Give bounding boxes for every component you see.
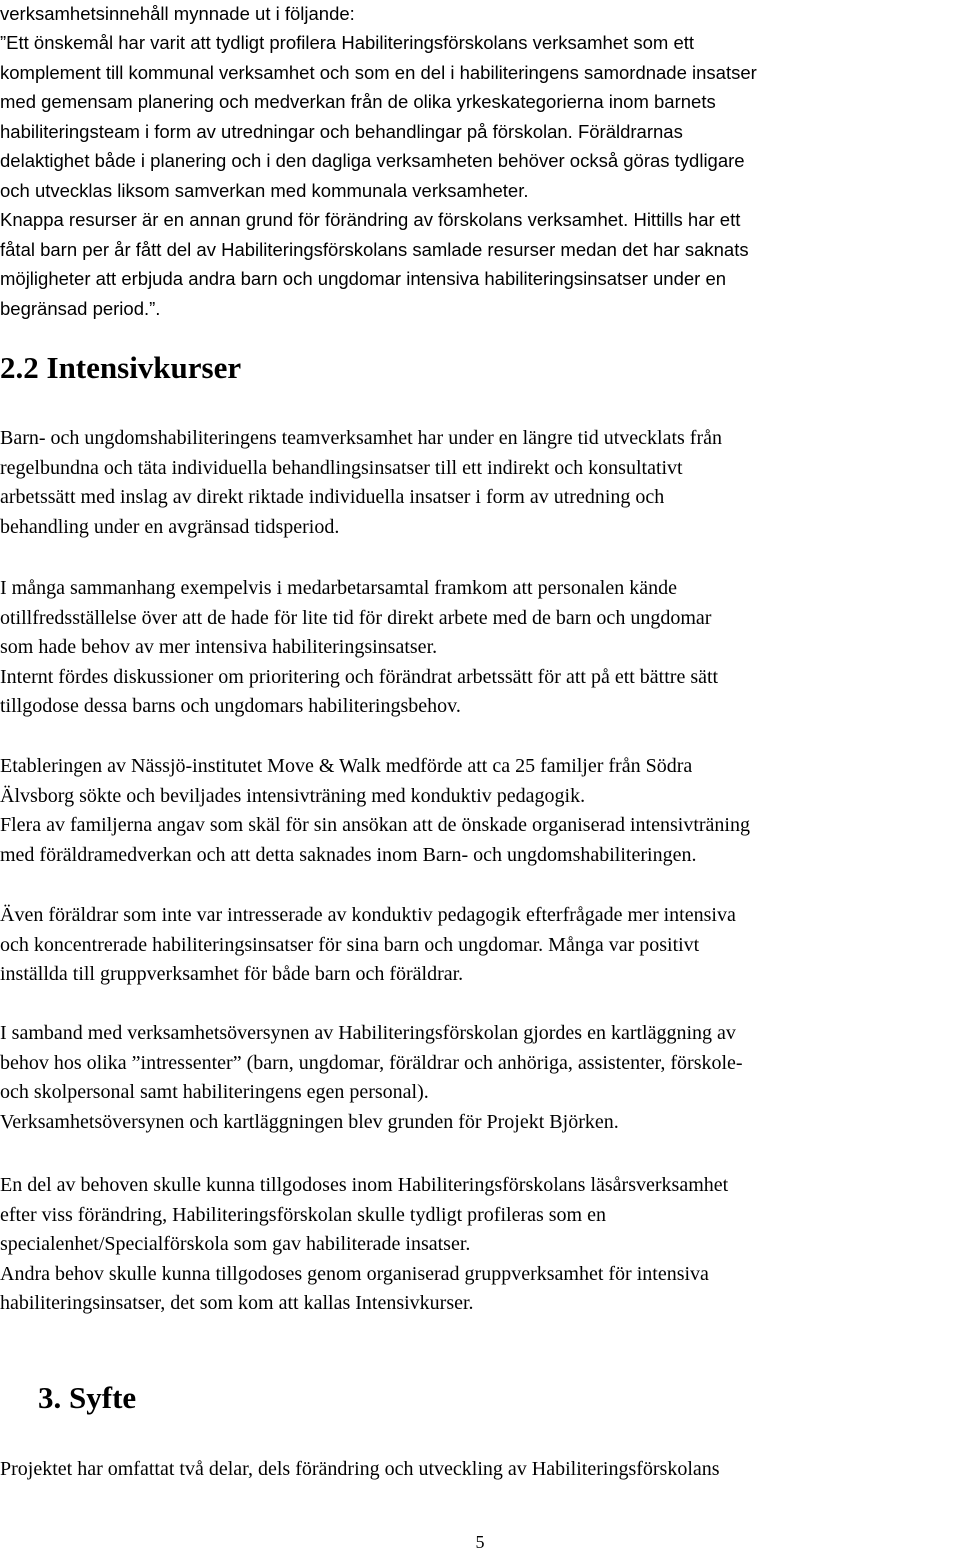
intro-line: verksamhetsinnehåll mynnade ut i följande:	[0, 3, 355, 24]
section-heading-3: 3. Syfte	[38, 1380, 137, 1415]
quote-paragraph-2: Knappa resurser är en annan grund för förändring av förskolans verksamhet. Hittills har ett fåtal barn per år fått del av Habiliteringsförskolans samlade resurser medan det har saknats möjligheter att erbjuda andra barn och ungdomar intensiva habiliteringsinsatser under en begränsad period.”.	[0, 209, 749, 319]
paragraph-move-and-walk: Etableringen av Nässjö-institutet Move & Walk medförde att ca 25 familjer från Södra Älvsborg sökte och beviljades intensivträning med konduktiv pedagogik. Flera av familjerna angav som skäl för sin ansökan att de önskade organiserad intensivträning med föräldramedverkan och att detta saknades inom Barn- och ungdomshabiliteringen.	[0, 755, 750, 866]
quote-paragraph-1: ”Ett önskemål har varit att tydligt profilera Habiliteringsförskolans verksamhet som ett komplement till kommunal verksamhet och som en del i habiliteringens samordnade insatser med gemensam planering och medverkan från de olika yrkeskategorierna inom barnets habiliteringsteam i form av utredningar och behandlingar på förskolan. Föräldrarnas delaktighet både i planering och i den dagliga verksamheten behöver också göras tydligare och utvecklas liksom samverkan med kommunala verksamheter.	[0, 32, 757, 201]
paragraph-survey: I samband med verksamhetsöversynen av Habiliteringsförskolan gjordes en kartläggning av behov hos olika ”intressenter” (barn, ungdomar, föräldrar och anhöriga, assistenter, förskole- och skolpersonal samt habiliteringens egen personal). Verksamhetsöversynen och kartläggningen blev grunden för Projekt Björken.	[0, 1022, 743, 1133]
paragraph-needs: En del av behoven skulle kunna tillgodoses inom Habiliteringsförskolans läsårsverksamhet efter viss förändring, Habiliteringsförskolan skulle tydligt profileras som en specialenhet/Specialförskola som gav habiliterade insatser. Andra behov skulle kunna tillgodoses genom organiserad gruppverksamhet för intensiva habiliteringsinsatser, det som kom att kallas Intensivkurser.	[0, 1174, 729, 1315]
paragraph-project-scope: Projektet har omfattat två delar, dels förändring och utveckling av Habiliteringsförskolans	[0, 1458, 720, 1480]
paragraph-staff-dissatisfaction: I många sammanhang exempelvis i medarbetarsamtal framkom att personalen kände otillfredsställelse över att de hade för lite tid för direkt arbete med de barn och ungdomar som hade behov av mer intensiva habiliteringsinsatser. Internt fördes diskussioner om prioritering och förändrat arbetssätt för att på ett bättre sätt tillgodose dessa barns och ungdomars habiliteringsbehov.	[0, 577, 719, 718]
section-heading-2-2: 2.2 Intensivkurser	[0, 350, 242, 385]
paragraph-team-work: Barn- och ungdomshabiliteringens teamverksamhet har under en längre tid utvecklats från regelbundna och täta individuella behandlingsinsatser till ett indirekt och konsultativt arbetssätt med inslag av direkt riktade individuella insatser i form av utredning och behandling under en avgränsad tidsperiod.	[0, 427, 722, 538]
page-number: 5	[475, 1532, 485, 1552]
paragraph-parents-interest: Även föräldrar som inte var intresserade av konduktiv pedagogik efterfrågade mer intensiva och koncentrerade habiliteringsinsatser för sina barn och ungdomar. Många var positivt inställda till gruppverksamhet för både barn och föräldrar.	[0, 904, 736, 986]
